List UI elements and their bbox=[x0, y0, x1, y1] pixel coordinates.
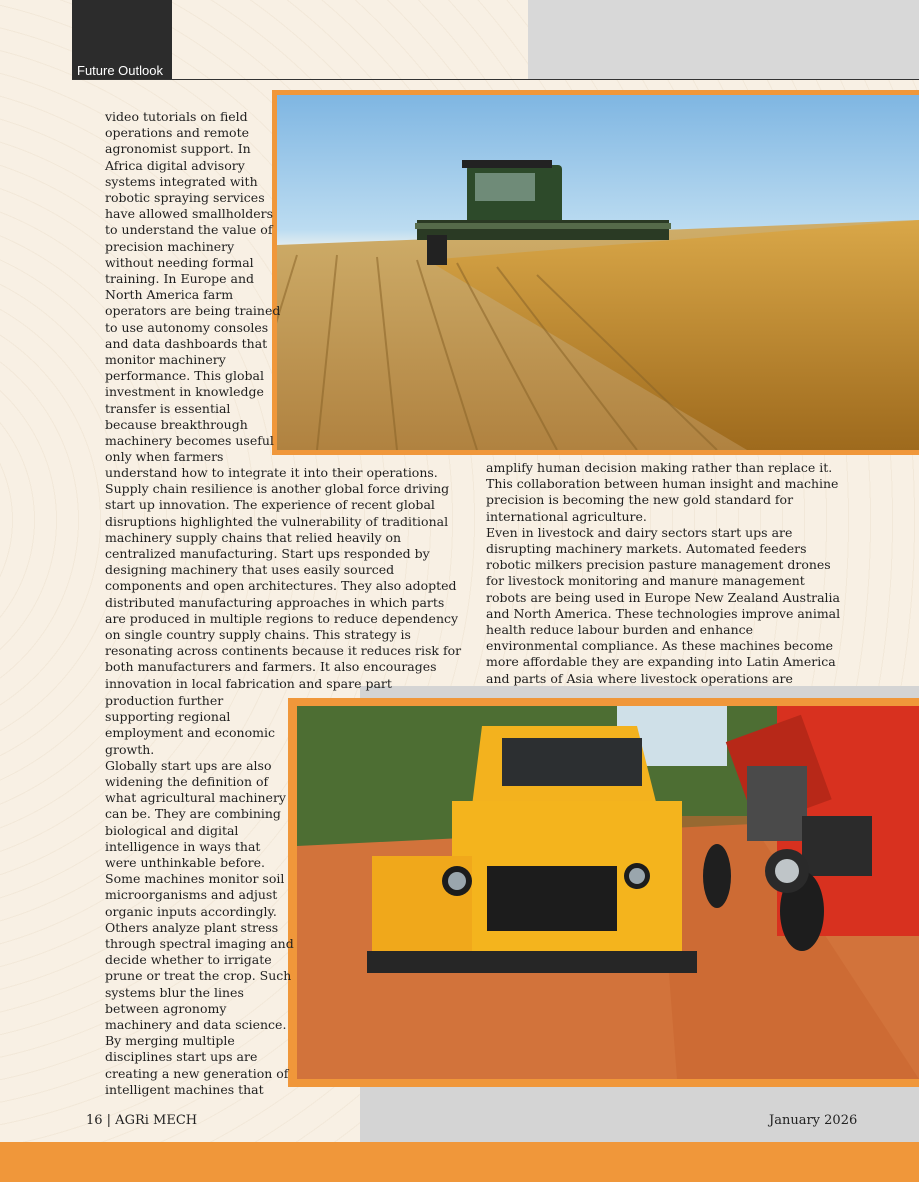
text-line: performance. This global bbox=[105, 368, 264, 384]
text-line: intelligence in ways that bbox=[105, 838, 261, 854]
footer-orange-bar bbox=[0, 1142, 919, 1182]
text-line: resonating across continents because it reduces risk for bbox=[105, 643, 462, 659]
text-line: disrupting machinery markets. Automated feeders bbox=[486, 541, 807, 557]
text-line: By merging multiple bbox=[105, 1033, 235, 1049]
header-rule bbox=[72, 79, 919, 80]
text-line: to understand the value of bbox=[105, 222, 273, 238]
text-line: training. In Europe and bbox=[105, 271, 255, 287]
text-line: This collaboration between human insight and machine bbox=[486, 476, 839, 492]
text-line: decide whether to irrigate bbox=[105, 952, 272, 968]
text-line: components and open architectures. They also adopted bbox=[105, 578, 457, 594]
text-line: video tutorials on field bbox=[105, 109, 248, 124]
article-column-wide-left bbox=[105, 465, 461, 692]
text-line: distributed manufacturing approaches in which parts bbox=[105, 594, 445, 610]
text-line: widening the definition of bbox=[105, 774, 269, 790]
text-line: operators are being trained bbox=[105, 303, 281, 319]
text-line: between agronomy bbox=[105, 1000, 227, 1016]
text-line: supporting regional bbox=[105, 709, 231, 725]
text-line: precision machinery bbox=[105, 238, 235, 254]
text-line: Others analyze plant stress bbox=[105, 919, 279, 935]
text-line: Supply chain resilience is another global force driving bbox=[105, 481, 450, 497]
combine-harvester-wheat-photo bbox=[272, 90, 919, 455]
text-line: centralized manufacturing. Start ups responded by bbox=[105, 546, 430, 562]
text-line: systems integrated with bbox=[105, 173, 258, 189]
text-line: Africa digital advisory bbox=[105, 157, 245, 173]
text-line: on single country supply chains. This strategy is bbox=[105, 627, 411, 643]
text-line: without needing formal bbox=[105, 254, 254, 270]
text-line: were unthinkable before. bbox=[105, 855, 265, 871]
vehicles-scene-illustration bbox=[297, 706, 919, 1079]
text-line: robotic spraying services bbox=[105, 190, 265, 206]
text-line: health reduce labour burden and enhance bbox=[486, 622, 754, 638]
harvest-scene-illustration bbox=[277, 95, 919, 450]
text-line: robotic milkers precision pasture management drones bbox=[486, 557, 831, 573]
text-line: disciplines start ups are bbox=[105, 1049, 258, 1065]
text-line: international agriculture. bbox=[486, 508, 647, 524]
text-line: understand how to integrate it into their operations. bbox=[105, 465, 438, 480]
text-line: organic inputs accordingly. bbox=[105, 903, 277, 919]
text-line: machinery becomes useful bbox=[105, 433, 274, 449]
text-line: both manufacturers and farmers. It also encourages bbox=[105, 659, 437, 675]
text-line: agronomist support. In bbox=[105, 141, 251, 157]
text-line: can be. They are combining bbox=[105, 806, 281, 822]
text-line: employment and economic bbox=[105, 725, 275, 741]
text-line: prune or treat the crop. Such bbox=[105, 968, 292, 984]
text-line: and North America. These technologies improve animal bbox=[486, 605, 841, 621]
text-line: machinery and data science. bbox=[105, 1017, 287, 1033]
text-line: innovation in local fabrication and spare part bbox=[105, 675, 392, 691]
text-line: because breakthrough bbox=[105, 416, 248, 432]
article-column-bottom-left bbox=[105, 693, 294, 1098]
text-line: only when farmers bbox=[105, 449, 224, 465]
text-line: operations and remote bbox=[105, 125, 249, 141]
text-line: for livestock monitoring and manure management bbox=[486, 573, 805, 589]
page-number-footer: 16 | AGRi MECH bbox=[86, 1113, 198, 1128]
text-line: disruptions highlighted the vulnerability of traditional bbox=[105, 513, 449, 529]
text-line: environmental compliance. As these machines become bbox=[486, 638, 834, 654]
text-line: what agricultural machinery bbox=[105, 790, 286, 806]
text-line: production further bbox=[105, 693, 224, 708]
text-line: systems blur the lines bbox=[105, 984, 244, 1000]
text-line: and data dashboards that bbox=[105, 335, 268, 351]
text-line: growth. bbox=[105, 741, 155, 757]
text-line: through spectral imaging and bbox=[105, 936, 294, 952]
text-line: transfer is essential bbox=[105, 400, 231, 416]
text-line: biological and digital bbox=[105, 822, 239, 838]
text-line: designing machinery that uses easily sourced bbox=[105, 562, 395, 578]
text-line: more affordable they are expanding into Latin America bbox=[486, 654, 836, 670]
text-line: amplify human decision making rather than replace it. bbox=[486, 460, 833, 475]
text-line: Some machines monitor soil bbox=[105, 871, 285, 887]
text-line: investment in knowledge bbox=[105, 384, 264, 400]
text-line: machinery supply chains that relied heavily on bbox=[105, 529, 402, 545]
text-line: intelligent machines that bbox=[105, 1081, 264, 1097]
text-line: have allowed smallholders bbox=[105, 206, 274, 222]
article-column-right bbox=[486, 460, 840, 687]
text-line: robots are being used in Europe New Zealand Australia bbox=[486, 589, 840, 605]
header-grey-panel bbox=[528, 0, 919, 80]
text-line: North America farm bbox=[105, 287, 234, 303]
text-line: microorganisms and adjust bbox=[105, 887, 278, 903]
text-line: and parts of Asia where livestock operations are bbox=[486, 670, 793, 686]
article-column-top-left bbox=[105, 109, 280, 465]
issue-date-footer: January 2026 bbox=[769, 1113, 858, 1128]
text-line: to use autonomy consoles bbox=[105, 319, 269, 335]
text-line: Even in livestock and dairy sectors start ups are bbox=[486, 524, 793, 540]
text-line: start up innovation. The experience of recent global bbox=[105, 497, 435, 513]
text-line: creating a new generation of bbox=[105, 1065, 289, 1081]
autonomous-farm-vehicles-photo bbox=[288, 698, 919, 1087]
text-line: precision is becoming the new gold standard for bbox=[486, 492, 794, 508]
text-line: Globally start ups are also bbox=[105, 757, 272, 773]
text-line: are produced in multiple regions to reduce dependency bbox=[105, 610, 459, 626]
text-line: monitor machinery bbox=[105, 352, 226, 368]
section-label: Future Outlook bbox=[77, 63, 163, 78]
